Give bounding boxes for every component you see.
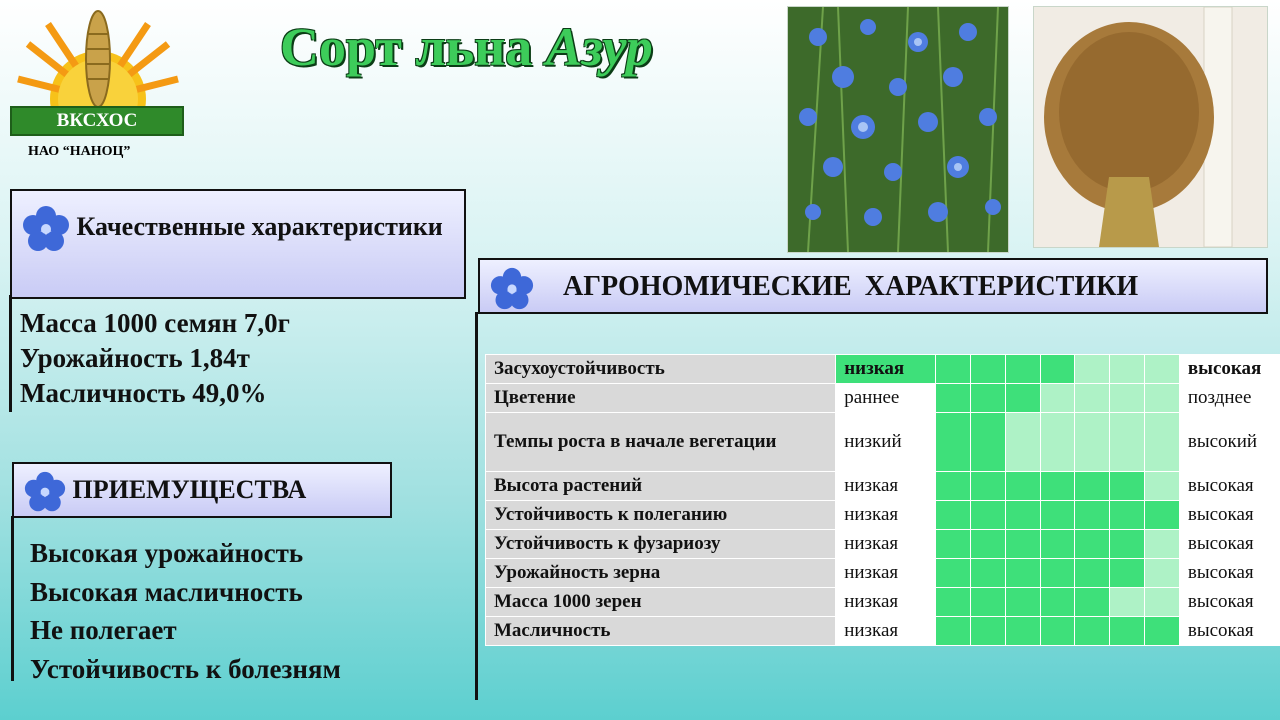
scale-cell — [1145, 559, 1180, 588]
scale-cell — [1075, 617, 1110, 646]
advantages-divider-line — [11, 516, 14, 681]
trait-name: Урожайность зерна — [486, 559, 836, 588]
scale-cell — [1075, 588, 1110, 617]
scale-cell — [1040, 501, 1075, 530]
scale-cell — [971, 559, 1006, 588]
quality-item: Масличность 49,0% — [20, 378, 267, 408]
scale-cell — [971, 384, 1006, 413]
scale-high-label: высокая — [1179, 588, 1279, 617]
blue-flower-icon — [24, 471, 66, 513]
scale-cell — [1040, 355, 1075, 384]
trait-name: Засухоустойчивость — [486, 355, 836, 384]
advantage-item: Высокая урожайность — [30, 538, 304, 568]
scale-cell — [1040, 559, 1075, 588]
quality-heading: Качественные характеристики — [76, 211, 443, 241]
scale-low-label: низкая — [836, 530, 936, 559]
scale-high-label: высокий — [1179, 413, 1279, 472]
scale-cell — [1005, 472, 1040, 501]
scale-cell — [1110, 559, 1145, 588]
quality-divider-line — [9, 295, 12, 412]
scale-cell — [1110, 355, 1145, 384]
scale-high-label: высокая — [1179, 501, 1279, 530]
table-row — [486, 588, 1280, 617]
scale-cell — [1075, 413, 1110, 472]
flax-flowers-photo — [787, 6, 1009, 253]
scale-cell — [971, 617, 1006, 646]
advantage-item: Не полегает — [30, 615, 177, 645]
scale-cell — [1145, 413, 1180, 472]
scale-cell — [1040, 617, 1075, 646]
table-row — [486, 617, 1280, 646]
scale-low-label: низкая — [836, 617, 936, 646]
scale-cell — [936, 617, 971, 646]
scale-cell — [1075, 530, 1110, 559]
scale-low-label: низкий — [836, 413, 936, 472]
scale-low-label: низкая — [836, 472, 936, 501]
scale-cell — [936, 588, 971, 617]
trait-name: Высота растений — [486, 472, 836, 501]
title-variety: Азур — [545, 17, 653, 77]
agronomic-divider-line — [475, 312, 478, 700]
scale-cell — [1110, 588, 1145, 617]
advantages-list — [30, 534, 341, 688]
scale-low-label: низкая — [836, 559, 936, 588]
scale-cell — [1145, 617, 1180, 646]
table-row — [486, 501, 1280, 530]
scale-cell — [1005, 617, 1040, 646]
scale-cell — [1110, 501, 1145, 530]
scale-cell — [1005, 588, 1040, 617]
blue-flower-icon — [490, 267, 534, 311]
scale-high-label: высокая — [1179, 559, 1279, 588]
organization-logo — [8, 4, 188, 164]
table-row — [486, 413, 1280, 472]
advantage-item: Высокая масличность — [30, 576, 303, 607]
scale-cell — [1145, 501, 1180, 530]
scale-cell — [1075, 501, 1110, 530]
advantage-item: Устойчивость к болезням — [30, 653, 341, 684]
scale-cell — [1005, 413, 1040, 472]
scale-cell — [1145, 384, 1180, 413]
scale-low-label: низкая — [836, 501, 936, 530]
advantages-section-header — [12, 462, 392, 518]
scale-cell — [1110, 617, 1145, 646]
agronomic-section-header — [478, 258, 1268, 314]
agronomic-divider-corner — [475, 312, 477, 315]
scale-cell — [971, 588, 1006, 617]
scale-high-label: позднее — [1179, 384, 1279, 413]
trait-name: Устойчивость к полеганию — [486, 501, 836, 530]
scale-cell — [1075, 559, 1110, 588]
scale-cell — [1110, 384, 1145, 413]
trait-name: Масса 1000 зерен — [486, 588, 836, 617]
scale-cell — [971, 501, 1006, 530]
scale-low-label: низкая — [836, 355, 936, 384]
scale-cell — [1145, 472, 1180, 501]
scale-high-label: высокая — [1179, 355, 1279, 384]
agronomic-table-body — [486, 355, 1280, 646]
scale-cell — [1110, 472, 1145, 501]
scale-cell — [1005, 559, 1040, 588]
table-row — [486, 559, 1280, 588]
trait-name: Масличность — [486, 617, 836, 646]
scale-cell — [1040, 588, 1075, 617]
scale-cell — [936, 413, 971, 472]
scale-cell — [1005, 355, 1040, 384]
scale-cell — [1040, 413, 1075, 472]
scale-cell — [1005, 384, 1040, 413]
scale-high-label: высокая — [1179, 472, 1279, 501]
scale-cell — [936, 501, 971, 530]
scale-cell — [936, 384, 971, 413]
quality-section-header — [10, 189, 466, 299]
trait-name: Устойчивость к фузариозу — [486, 530, 836, 559]
quality-item: Урожайность 1,84т — [20, 343, 250, 373]
quality-item: Масса 1000 семян 7,0г — [20, 308, 290, 338]
scale-cell — [971, 530, 1006, 559]
scale-cell — [1075, 384, 1110, 413]
table-row — [486, 472, 1280, 501]
scale-high-label: высокая — [1179, 617, 1279, 646]
agronomic-heading: АГРОНОМИЧЕСКИЕ ХАРАКТЕРИСТИКИ — [563, 271, 1139, 302]
scale-cell — [1145, 530, 1180, 559]
scale-cell — [971, 355, 1006, 384]
scale-cell — [971, 472, 1006, 501]
flax-seed-sheaf-photo — [1033, 6, 1268, 248]
scale-cell — [936, 355, 971, 384]
scale-cell — [1005, 530, 1040, 559]
blue-flower-icon — [22, 205, 70, 253]
quality-list — [20, 306, 290, 411]
scale-cell — [936, 472, 971, 501]
scale-cell — [1145, 355, 1180, 384]
trait-name: Цветение — [486, 384, 836, 413]
scale-low-label: раннее — [836, 384, 936, 413]
scale-cell — [1040, 472, 1075, 501]
scale-cell — [1040, 530, 1075, 559]
table-row — [486, 355, 1280, 384]
scale-cell — [1075, 472, 1110, 501]
advantages-heading: ПРИЕМУЩЕСТВА — [72, 475, 307, 504]
scale-cell — [1075, 355, 1110, 384]
page-title — [280, 16, 653, 78]
scale-cell — [1040, 384, 1075, 413]
trait-name: Темпы роста в начале вегетации — [486, 413, 836, 472]
logo-organization-name: НАО “НАНОЦ” — [28, 144, 131, 159]
table-row — [486, 530, 1280, 559]
table-row — [486, 384, 1280, 413]
scale-cell — [1145, 588, 1180, 617]
scale-cell — [1110, 413, 1145, 472]
scale-cell — [971, 413, 1006, 472]
sun-wheat-emblem — [8, 4, 188, 109]
scale-cell — [1110, 530, 1145, 559]
scale-low-label: низкая — [836, 588, 936, 617]
scale-cell — [1005, 501, 1040, 530]
title-main: Сорт льна — [280, 17, 546, 77]
agronomic-table — [485, 354, 1280, 646]
scale-high-label: высокая — [1179, 530, 1279, 559]
logo-abbreviation: ВКСХОС — [10, 106, 184, 136]
scale-cell — [936, 559, 971, 588]
scale-cell — [936, 530, 971, 559]
